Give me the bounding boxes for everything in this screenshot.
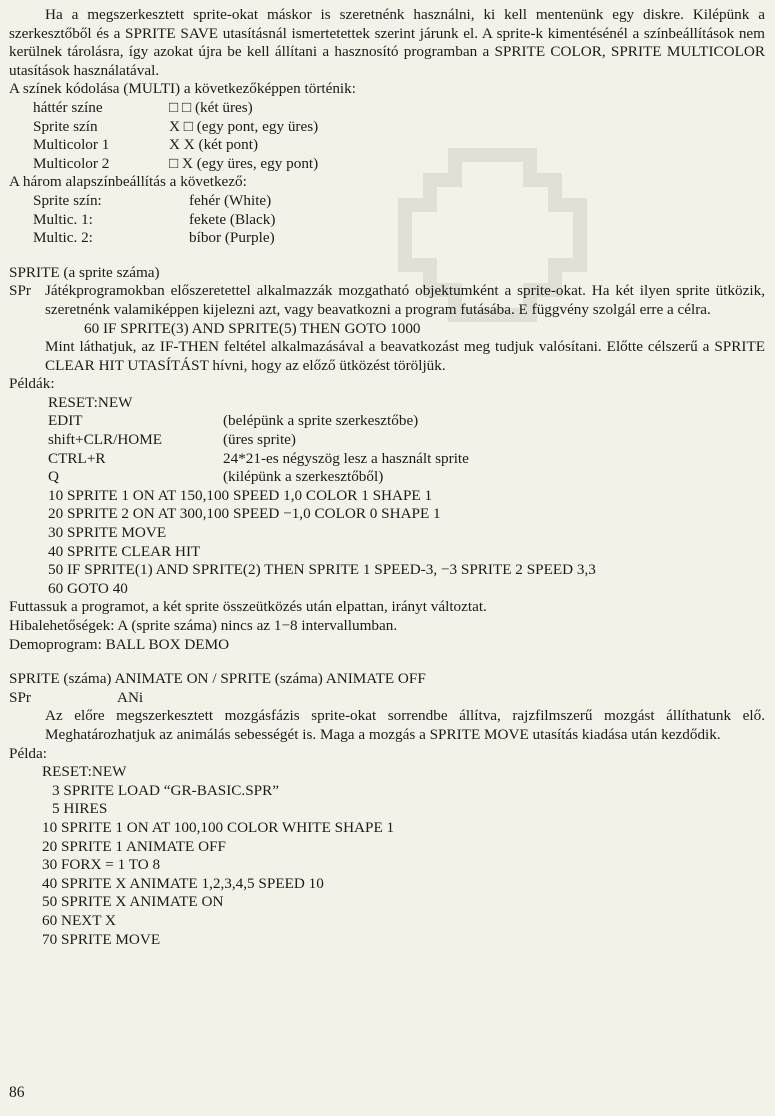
step-desc: (üres sprite): [223, 431, 296, 449]
code-line: 5 HIRES: [52, 800, 108, 818]
color-coding-table: [9, 99, 765, 173]
key-steps: [48, 412, 765, 486]
code-line: 60 NEXT X: [42, 911, 116, 929]
coding-name: Multicolor 1: [33, 136, 110, 154]
coding-code: □ X (egy üres, egy pont): [169, 154, 319, 172]
intro-paragraph: Ha a megszerkesztett sprite-okat máskor is szeretnénk használni, ki kell mentenünk egy diskre. Kilépünk a szerkesztőből és a SPRITE SAVE utasításnál ismertetettek szerint járunk el. A sprite-k kimentésénél a színbeállítások nem kerülnek tárolásra, így azokat újra be kell állítani a hasznosító programban a SPRITE COLOR, SPRITE MULTICOLOR utasítások használatával.: [9, 6, 765, 79]
example-program: [48, 394, 765, 599]
code-line: 40 SPRITE CLEAR HIT: [48, 542, 201, 560]
demo-program: Demoprogram: BALL BOX DEMO: [9, 635, 230, 653]
code-line: 70 SPRITE MOVE: [42, 930, 161, 948]
basic-value: fekete (Black): [189, 210, 276, 228]
description-text: Játékprogramokban előszeretettel alkalmazzák mozgatható objektumként a sprite-okat. Ha két ilyen sprite ütközik, szeretnénk valamiképpen kijelezni azt, vagy beavatkozni a program futásába. E függvény szolgál erre a célra.: [45, 282, 765, 318]
page-content: [9, 6, 765, 949]
code-line: 30 FORX = 1 TO 8: [42, 856, 161, 874]
note-text: Mint láthatjuk, az IF-THEN feltétel alkalmazásával a beavatkozást meg tudjuk valósítani. Előtte célszerű a SPRITE CLEAR HIT UTASÍTÁST hívni, hogy az előző ütközést töröljük.: [45, 338, 765, 374]
sprite-description: [9, 282, 765, 319]
examples-label: Példák:: [9, 375, 55, 393]
basic-colors-table: [9, 192, 765, 248]
animate-program: [42, 763, 765, 949]
step-key: Q: [48, 468, 59, 486]
basic-colors-intro: A három alapszínbeállítás a következő:: [9, 173, 247, 191]
section-title-sprite: SPRITE (a sprite száma): [9, 263, 160, 281]
code-line: 50 IF SPRITE(1) AND SPRITE(2) THEN SPRITE 1 SPEED-3, −3 SPRITE 2 SPEED 3,3: [48, 561, 596, 579]
section-title-animate: SPRITE (száma) ANIMATE ON / SPRITE (száma) ANIMATE OFF: [9, 670, 426, 688]
animate-abbreviations: [9, 689, 765, 708]
basic-name: Multic. 2:: [33, 229, 93, 247]
basic-value: fehér (White): [189, 191, 272, 209]
code-line: RESET:NEW: [42, 763, 127, 781]
abbreviation: SPr: [9, 688, 31, 706]
code-line: 60 GOTO 40: [48, 579, 128, 597]
code-line: 10 SPRITE 1 ON AT 150,100 SPEED 1,0 COLOR 1 SHAPE 1: [48, 486, 433, 504]
animate-description: Az előre megszerkesztett mozgásfázis sprite-okat sorrendbe állítva, rajzfilmszerű mozgást állíthatunk elő. Meghatározhatjuk az animálás sebességét is. Maga a mozgás a SPRITE MOVE utasítás kiadása után kezdődik.: [45, 707, 765, 743]
basic-value: bíbor (Purple): [189, 229, 275, 247]
code-line: 10 SPRITE 1 ON AT 100,100 COLOR WHITE SHAPE 1: [42, 818, 395, 836]
code-line: 50 SPRITE X ANIMATE ON: [42, 893, 224, 911]
error-note: Hibalehetőségek: A (sprite száma) nincs az 1−8 intervallumban.: [9, 617, 398, 634]
step-desc: (kilépünk a szerkesztőből): [223, 468, 384, 486]
basic-name: Multic. 1:: [33, 210, 93, 228]
multi-coding-intro: A színek kódolása (MULTI) a következőképpen történik:: [9, 80, 356, 98]
coding-code: □ □ (két üres): [169, 98, 253, 116]
step-key: EDIT: [48, 412, 83, 430]
abbreviation-2: ANi: [117, 688, 144, 706]
basic-name: Sprite szín:: [33, 191, 102, 209]
step-key: CTRL+R: [48, 449, 106, 467]
code-line: 3 SPRITE LOAD “GR-BASIC.SPR”: [52, 781, 279, 799]
code-line: 30 SPRITE MOVE: [48, 524, 167, 542]
code-line: 20 SPRITE 2 ON AT 300,100 SPEED −1,0 COLOR 0 SHAPE 1: [48, 505, 441, 523]
code-line: 20 SPRITE 1 ANIMATE OFF: [42, 837, 226, 855]
code-line: 40 SPRITE X ANIMATE 1,2,3,4,5 SPEED 10: [42, 874, 324, 892]
coding-name: háttér színe: [33, 98, 103, 116]
coding-code: X □ (egy pont, egy üres): [169, 117, 319, 135]
code-line: RESET:NEW: [48, 393, 133, 411]
step-desc: 24*21-es négyszög lesz a használt sprite: [223, 449, 469, 467]
page-number: 86: [9, 1084, 25, 1101]
code-example: 60 IF SPRITE(3) AND SPRITE(5) THEN GOTO 1000: [84, 319, 421, 337]
step-desc: (belépünk a sprite szerkesztőbe): [223, 412, 419, 430]
run-note: Futtassuk a programot, a két sprite összeütközés után elpattan, irányt változtat.: [9, 598, 487, 616]
abbreviation: SPr: [9, 282, 31, 300]
coding-name: Multicolor 2: [33, 154, 110, 172]
coding-name: Sprite szín: [33, 117, 98, 135]
step-key: shift+CLR/HOME: [48, 431, 163, 449]
example-label: Példa:: [9, 744, 47, 762]
coding-code: X X (két pont): [169, 136, 258, 154]
